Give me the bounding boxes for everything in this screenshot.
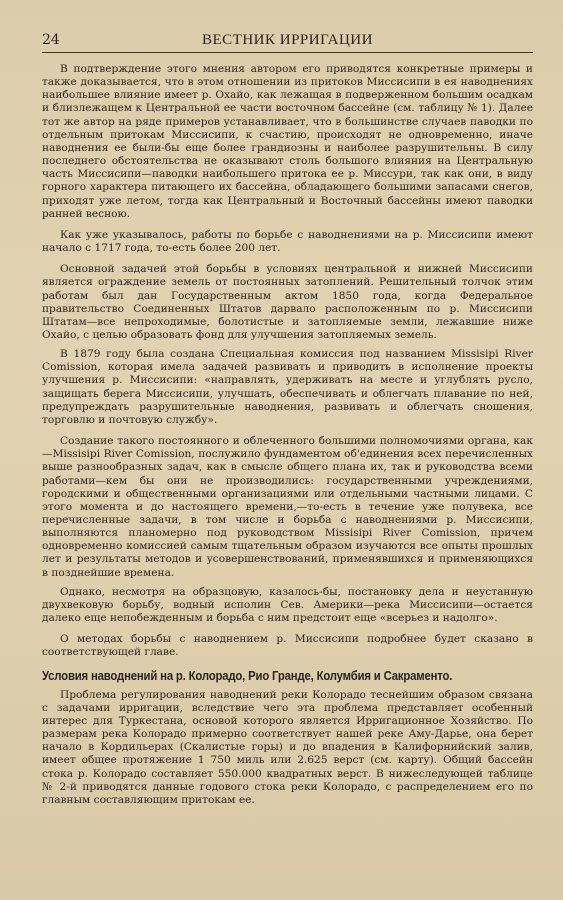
paragraph: Основной задачей этой борьбы в условиях центральной и нижней Миссисипи является ограждение земель от постоянных затоплений. Решительный толчок этим работам был дан Государственным актом 1850 года, когда Федеральное правительство Соединенных Штатов дарвало расположенным по р. Миссисипи Штатам—все непроходимые, болотистые и затопляемые земли, лежавшие ниже Охайо, с целью образовать фонд для улучшения затопляемых земель. (42, 263, 533, 341)
paragraph: Как уже указывалось, работы по борьбе с наводнениями на р. Миссисипи имеют начало с 1717 года, то-есть более 200 лет. (42, 228, 533, 255)
paragraph: В подтверждение этого мнения автором его приводятся конкретные примеры и также доказывается, что в этом отношении из притоков Миссисипи в ея наводнениях наибольшее влияние имеет р. Охайо, как лежащая в подверженном большим осадкам и близлежащем к Центральной ее части восточном бассейне (см. таблицу № 1). Далее тот же автор на ряде примеров устанавливает, что в большинстве случаев паводки по отдельным притокам Миссисипи, к счастию, происходят не одновременно, иначе наводнения ее были-бы еще более грандиозны и наиболее разрушительны. В силу последнего обстоятельства не оказывают столь большого влияния на Центральную часть Миссисипи—паводки наибольшего притока ее р. Миссури, так как они, в виду горного характера питающего их бассейна, обладающего большими запасами снегов, приходят уже летом, тогда как Центральный и Восточный бассейны имеют паводки ранней весною. (42, 63, 533, 220)
paragraph: Создание такого постоянного и облеченного большими полномочиями органа, как—Missisipi River Comission, послужило фундаментом об'единения всех перечисленных выше разнообразных задач, как в смысле общего плана их, так и руководства всеми работами—кем бы они не производились: государственными учреждениями, городскими и общественными организациями или отдельными частными лицами. С этого момента и до настоящего времени,—то-есть в течение уже полувека, все перечисленные задачи, в том числе и борьба с наводнениями р. Миссисипи, выполняются планомерно под руководством Missisipi River Comission, причем одновременно комиссией самым тщательным образом изучаются все опыты прошлых лет и результаты методов и усовершенствований, применявшихся и применяющихся в позднейшие времена. (42, 435, 533, 579)
paragraph: Проблема регулирования наводнений реки Колорадо теснейшим образом связана с задачами ирригации, вследствие чего эта проблема представляет особенный интерес для Туркестана, основой которого является Ирригационное Хозяйство. По размерам река Колорадо примерно соответствует нашей реке Аму-Дарье, она берет начало в Кордильерах (Скалистые горы) и до впадения в Калифорнийский залив, имеет общее протяжение 1 750 миль или 2.625 верст (см. карту). Общий бассейн стока р. Колорадо составляет 550.000 квадратных верст. В нижеследующей таблице № 2-й приводятся данные годового стока реки Колорадо, с распределением его по главным составляющим притокам ее. (42, 688, 533, 806)
paragraph: В 1879 году была создана Специальная комиссия под названием Missisipi River Comission, которая имела задачей развивать и приводить в исполнение проекты улучшения р. Миссисипи: «направлять, удерживать на месте и углублять русло, защищать берега Миссисипи, улучшать, обеспечивать и облегчать плавание по ней, предупреждать разрушительные наводнения, развивать и облегчать сношения, торговлю и почтовую службу». (42, 348, 533, 426)
section-heading: Условия наводнений на р. Колорадо, Рио Гранде, Колумбия и Сакраменто. (42, 667, 453, 683)
page-header (42, 32, 533, 53)
running-title: ВЕСТНИК ИРРИГАЦИИ (202, 32, 373, 48)
paragraph: Однако, несмотря на образцовую, казалось-бы, постановку дела и неустанную двухвековую борьбу, водный исполин Сев. Америки—река Миссисипи—остается далеко еще непобежденным и борьба с ним предстоит еще «всерьез и надолго». (42, 585, 533, 625)
page-number: 24 (42, 32, 60, 48)
article-body (42, 63, 533, 807)
paragraph: О методах борьбы с наводнением р. Миссисипи подробнее будет сказано в соответствующей главе. (42, 633, 533, 659)
